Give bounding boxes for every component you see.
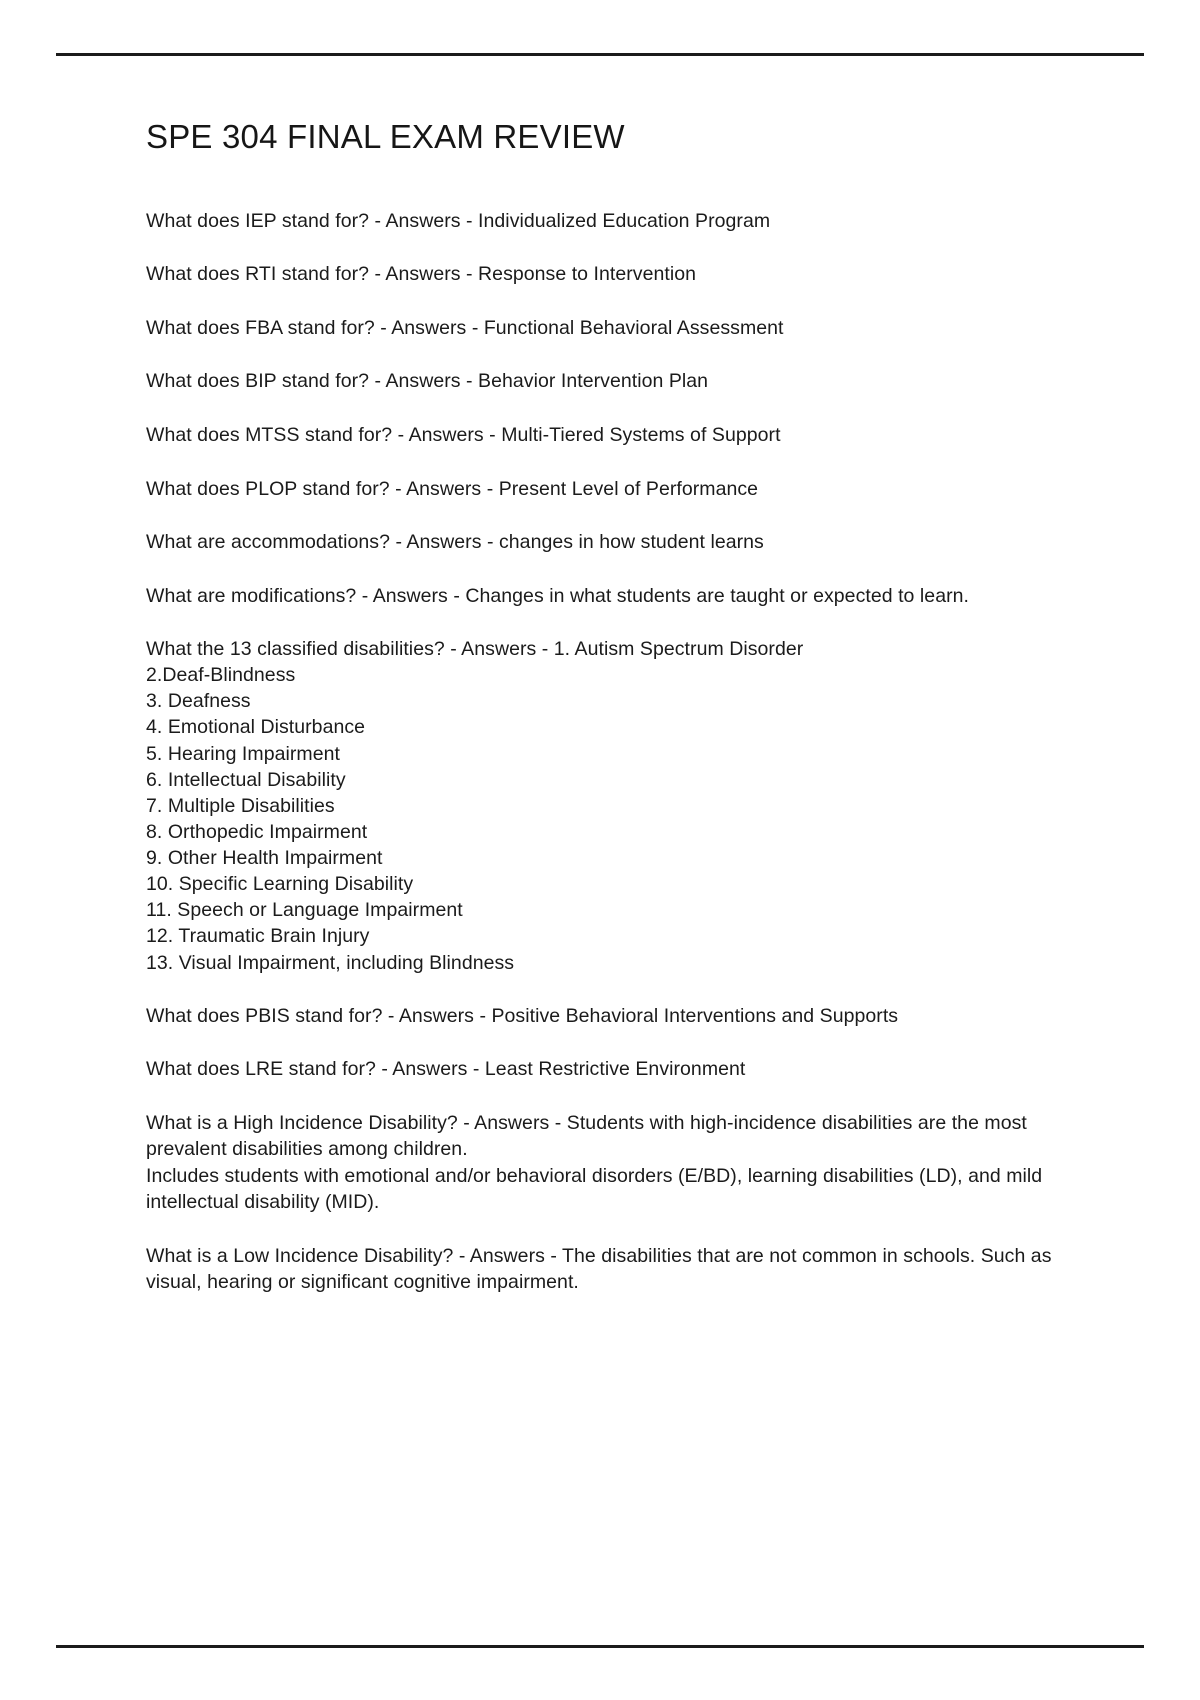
qa-entry-accommodations: [146, 529, 1076, 556]
qa-entry-line: What does MTSS stand for? - Answers - Multi-Tiered Systems of Support: [146, 424, 781, 446]
qa-entry-pbis: [146, 1003, 1076, 1030]
page-bottom-rule: [56, 1645, 1144, 1648]
qa-entry-bip: [146, 368, 1076, 395]
qa-entry-line: 11. Speech or Language Impairment: [146, 899, 463, 922]
qa-entry-line: What does LRE stand for? - Answers - Least Restrictive Environment: [146, 1058, 746, 1081]
qa-entry-line: 9. Other Health Impairment: [146, 847, 383, 870]
qa-entry-line: 5. Hearing Impairment: [146, 742, 340, 765]
document-body: [146, 118, 1076, 1296]
qa-entry-line: 8. Orthopedic Impairment: [146, 820, 368, 843]
qa-entry-line: What are modifications? - Answers - Changes in what students are taught or expected to learn.: [146, 584, 970, 607]
qa-entry-line: 10. Specific Learning Disability: [146, 873, 414, 896]
qa-entry-rti: [146, 261, 1076, 288]
qa-entry-line: What does IEP stand for? - Answers - Individualized Education Program: [146, 209, 771, 232]
qa-entry-iep: [146, 208, 1076, 235]
qa-entry-line: 6. Intellectual Disability: [146, 768, 346, 791]
qa-entry-line: What does BIP stand for? - Answers - Behavior Intervention Plan: [146, 370, 709, 393]
qa-entry-lre: [146, 1056, 1076, 1083]
qa-entry-list: [146, 208, 1076, 1296]
qa-entry-high-incidence: [146, 1110, 1076, 1216]
qa-entry-mtss: [146, 422, 1076, 449]
page-top-rule: [56, 53, 1144, 56]
qa-entry-line: 3. Deafness: [146, 690, 251, 713]
qa-entry-low-incidence: [146, 1243, 1076, 1296]
qa-entry-line: 7. Multiple Disabilities: [146, 794, 335, 817]
qa-entry-thirteen-disabilities: [146, 636, 1076, 976]
qa-entry-line: What is a High Incidence Disability? - Answers - Students with high-incidence disabilities are the most prevalent disabilities among children.: [146, 1111, 1033, 1161]
qa-entry-line: 12. Traumatic Brain Injury: [146, 925, 370, 948]
qa-entry-line: What are accommodations? - Answers - changes in how student learns: [146, 531, 764, 554]
qa-entry-line: Includes students with emotional and/or behavioral disorders (E/BD), learning disabilities (LD), and mild intellectual disability (MID).: [146, 1164, 1048, 1214]
qa-entry-modifications: [146, 583, 1076, 610]
qa-entry-line: What does FBA stand for? - Answers - Functional Behavioral Assessment: [146, 316, 784, 339]
qa-entry-line: What is a Low Incidence Disability? - Answers - The disabilities that are not common in schools. Such as visual, hearing or significant cognitive impairment.: [146, 1244, 1057, 1294]
qa-entry-line: 4. Emotional Disturbance: [146, 716, 366, 739]
qa-entry-line: What the 13 classified disabilities? - Answers - 1. Autism Spectrum Disorder: [146, 638, 804, 661]
page-title: SPE 304 FINAL EXAM REVIEW: [146, 118, 625, 155]
qa-entry-fba: [146, 315, 1076, 342]
qa-entry-line: What does PLOP stand for? - Answers - Present Level of Performance: [146, 477, 759, 500]
qa-entry-plop: [146, 476, 1076, 503]
qa-entry-line: What does PBIS stand for? - Answers - Positive Behavioral Interventions and Supports: [146, 1004, 899, 1027]
qa-entry-line: 2.Deaf-Blindness: [146, 664, 296, 687]
qa-entry-line: What does RTI stand for? - Answers - Response to Intervention: [146, 263, 697, 286]
qa-entry-line: 13. Visual Impairment, including Blindness: [146, 951, 515, 974]
